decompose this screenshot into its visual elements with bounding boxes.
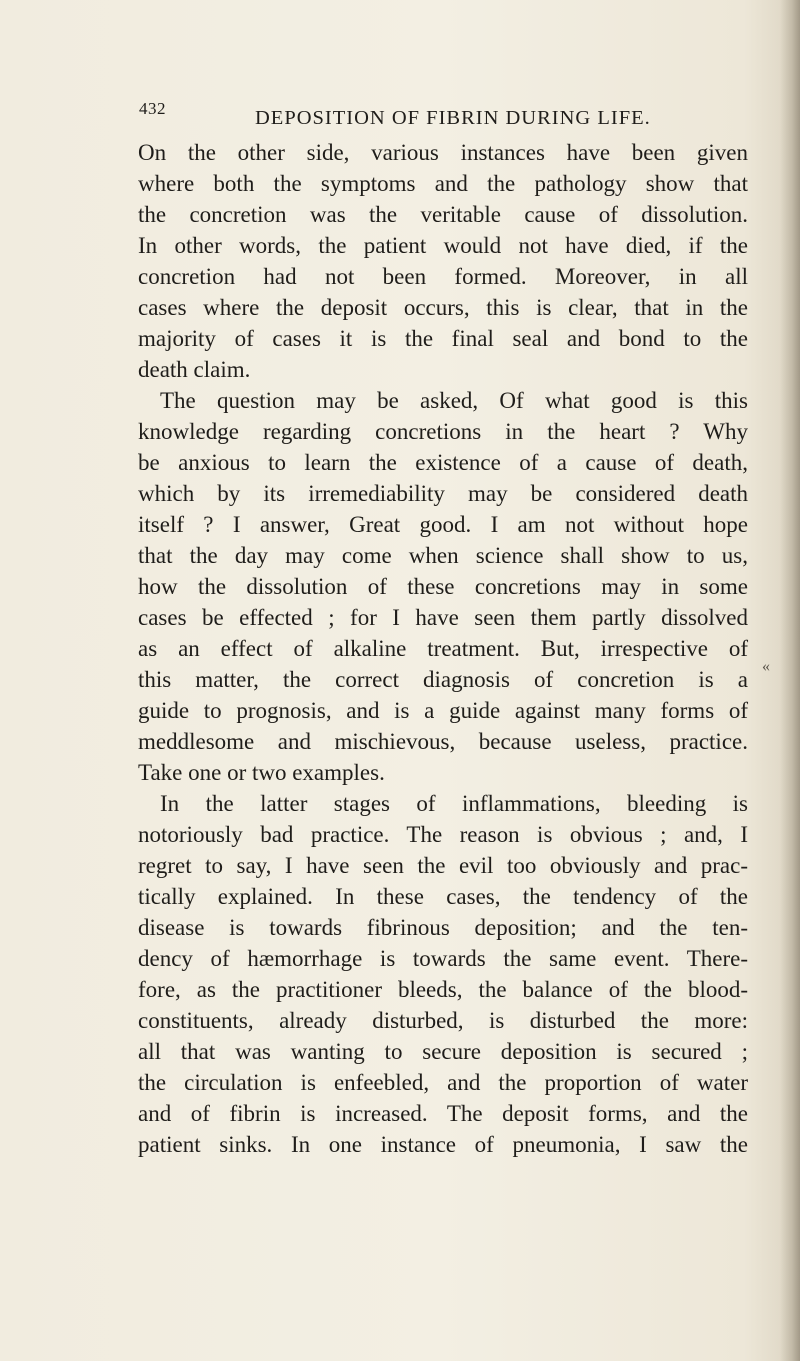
text-line: constituents, already disturbed, is disturbed the more: xyxy=(138,1008,748,1033)
text-line: how the dissolution of these concretions may in some xyxy=(138,574,748,599)
text-line: fore, as the practitioner bleeds, the balance of the blood- xyxy=(138,977,748,1002)
text-line: as an effect of alkaline treatment. But, irrespective of xyxy=(138,636,748,661)
running-head: DEPOSITION OF FIBRIN DURING LIFE. xyxy=(255,107,651,129)
text-line: cases where the deposit occurs, this is clear, that in the xyxy=(138,295,748,320)
text-line: regret to say, I have seen the evil too obviously and prac- xyxy=(138,853,748,878)
text-line: knowledge regarding concretions in the heart ? Why xyxy=(138,419,748,444)
text-line: Take one or two examples. xyxy=(138,760,385,785)
text-line: that the day may come when science shall show to us, xyxy=(138,543,748,568)
text-line: In the latter stages of inflammations, bleeding is xyxy=(160,791,748,816)
text-line: The question may be asked, Of what good is this xyxy=(160,388,748,413)
text-line: itself ? I answer, Great good. I am not without hope xyxy=(138,512,748,537)
text-line: notoriously bad practice. The reason is obvious ; and, I xyxy=(138,822,748,847)
body-text xyxy=(138,137,748,1160)
text-line: all that was wanting to secure deposition is secured ; xyxy=(138,1039,748,1064)
text-line: patient sinks. In one instance of pneumonia, I saw the xyxy=(138,1132,748,1157)
page-gutter-shadow xyxy=(780,0,800,1361)
text-line: On the other side, various instances have been given xyxy=(138,140,748,165)
text-line: dency of hæmorrhage is towards the same event. There- xyxy=(138,946,748,971)
text-line: guide to prognosis, and is a guide against many forms of xyxy=(138,698,748,723)
text-line: In other words, the patient would not have died, if the xyxy=(138,233,748,258)
text-line: death claim. xyxy=(138,357,251,382)
text-line: be anxious to learn the existence of a cause of death, xyxy=(138,450,748,475)
text-line: majority of cases it is the final seal and bond to the xyxy=(138,326,748,351)
text-line: disease is towards fibrinous deposition; and the ten- xyxy=(138,915,748,940)
page-number: 432 xyxy=(139,99,166,118)
text-line: meddlesome and mischievous, because useless, practice. xyxy=(138,729,748,754)
text-line: and of fibrin is increased. The deposit forms, and the xyxy=(138,1101,748,1126)
text-line: the concretion was the veritable cause of dissolution. xyxy=(138,202,748,227)
text-line: where both the symptoms and the pathology show that xyxy=(138,171,748,196)
text-line: concretion had not been formed. Moreover, in all xyxy=(138,264,748,289)
text-line: tically explained. In these cases, the tendency of the xyxy=(138,884,748,909)
text-line: the circulation is enfeebled, and the proportion of water xyxy=(138,1070,748,1095)
text-line: cases be effected ; for I have seen them partly dissolved xyxy=(138,605,748,630)
margin-mark: « xyxy=(762,658,770,675)
text-line: which by its irremediability may be considered death xyxy=(138,481,748,506)
text-line: this matter, the correct diagnosis of concretion is a xyxy=(138,667,748,692)
